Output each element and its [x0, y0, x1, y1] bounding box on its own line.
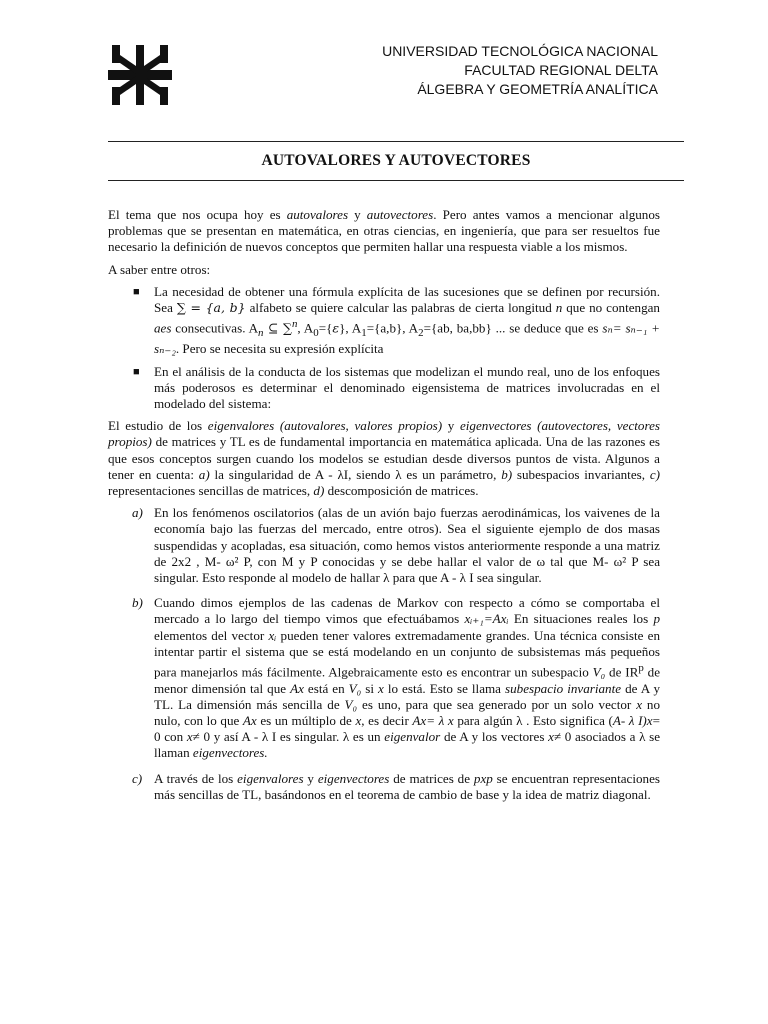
math-recurrence: sₙ= sₙ₋₁ + sₙ₋₂: [154, 320, 660, 357]
math: V₀: [348, 680, 362, 696]
item-label: b): [132, 595, 143, 611]
math-sub: n: [258, 327, 264, 340]
list-item: [108, 364, 660, 413]
intro-paragraph: [108, 207, 660, 256]
text: si: [361, 680, 379, 696]
item-label: a): [132, 505, 143, 521]
term-eigenvectores: eigenvectores: [317, 770, 390, 786]
text: Cuando dimos ejemplos de las cadenas de Markov con respecto a cómo se comportaba el mercado a lo largo del tiempo vimos que efectuábamos: [154, 595, 660, 627]
header-course: ÁLGEBRA Y GEOMETRÍA ANALÍTICA: [417, 81, 658, 97]
text: descomposición de matrices.: [324, 483, 479, 499]
text: de menor dimensión tal que: [154, 664, 661, 696]
math: Ax= λ x: [412, 713, 454, 729]
text: ≠ 0 y así A - λ I es singular. λ es un: [192, 729, 385, 745]
enum-c: c): [649, 466, 660, 482]
text: se encuentran representaciones más sencillas de TL, basándonos en el teorema de cambio de base y la idea de matriz diagonal.: [154, 770, 661, 802]
square-bullet-icon: ■: [133, 365, 140, 378]
text: de A y los vectores: [440, 729, 549, 745]
math-n: n: [555, 300, 563, 316]
math-sup: n: [291, 318, 298, 331]
text: y: [348, 207, 367, 222]
math: pxp: [473, 770, 493, 786]
text: es uno, para que sea generado por un solo vector: [357, 696, 637, 712]
text: subespacios invariantes,: [512, 466, 650, 482]
math-sup: p: [638, 662, 644, 675]
math-epsilon: ε: [332, 320, 340, 336]
text: la singularidad de A - λI, siendo λ es un parámetro,: [209, 466, 502, 482]
header-university: UNIVERSIDAD TECNOLÓGICA NACIONAL: [382, 43, 658, 59]
math: Ax: [242, 713, 257, 729]
math: x: [355, 713, 362, 729]
math: Ax: [290, 680, 304, 696]
text: = 0 con: [154, 713, 660, 745]
text: para algún λ . Esto significa (: [453, 713, 613, 729]
enum-d: d): [313, 483, 325, 499]
document-body: [108, 207, 660, 812]
text: En el análisis de la conducta de los sistemas que modelizan el mundo real, uno de los enfoques más poderosos es determinar el denominado eigensistema de matrices involucradas en el modelado del sistema:: [154, 363, 660, 411]
text: , A: [297, 320, 314, 336]
estudio-paragraph: [108, 418, 660, 499]
text: A través de los: [154, 770, 238, 786]
text: no nulo, con lo que: [154, 696, 661, 729]
text: ={: [318, 320, 333, 336]
item-label: c): [132, 770, 143, 786]
math-alphabet: ∑ = {a, b}: [176, 300, 246, 316]
text: En los fenómenos oscilatorios (alas de un avión bajo fuerzas aerodinámicas, los vaivenes de la economía bajo las fuerzas del mercado, entre otros). Sea el siguiente ejemplo de dos masas suspendidas y acopladas, esa situación, como hemos vistos anteriormente responde a una matriz de 2x2 , M- ω² P, con M y P conocidas y se debe hallar el valor de ω tal que M- ω² P sea singular. Esto responde al modelo de hallar λ para que A - λ I sea singular.: [154, 505, 660, 586]
text: es un múltiplo de: [256, 713, 356, 729]
text: de matrices y TL es de fundamental importancia en matemática aplicada. Una de las razones es que esos conceptos surgen cuando los modelos se estudian desde diversos puntos de vista. Algunos a tener en cuenta:: [108, 434, 660, 482]
term-autovalores: autovalores: [286, 207, 349, 222]
bullet-list: [108, 284, 660, 412]
text: }, A: [339, 320, 362, 336]
text: consecutivas. A: [171, 320, 259, 336]
math: xᵢ: [268, 627, 277, 643]
list-item: [108, 595, 660, 761]
term-eigenvalor: eigenvalor: [384, 729, 441, 745]
math-sub: 2: [418, 327, 424, 340]
list-item: [108, 505, 660, 586]
math: x: [378, 680, 384, 696]
text: El estudio de los: [108, 418, 208, 434]
math-aes: aes: [154, 320, 172, 336]
institution-header: [382, 42, 658, 99]
math: x: [636, 696, 642, 712]
math-sub: 0: [313, 327, 319, 340]
text: que no contengan: [562, 300, 660, 316]
enum-a: a): [198, 466, 210, 482]
square-bullet-icon: ■: [133, 285, 140, 298]
term-eigenvectores: eigenvectores (autovectores, vectores propios): [108, 418, 660, 450]
text: representaciones sencillas de matrices,: [108, 483, 314, 499]
enum-b: b): [501, 466, 513, 482]
term-eigenvalores: eigenvalores (autovalores, valores propios): [207, 418, 443, 434]
text: está en: [303, 680, 349, 696]
saber-line: A saber entre otros:: [108, 261, 211, 277]
term-eigenvalores: eigenvalores: [237, 770, 304, 786]
term-subespacio-invariante: subespacio invariante: [505, 680, 622, 696]
text: lo está. Esto se llama: [383, 680, 506, 696]
text: , es decir: [361, 713, 413, 729]
text: alfabeto se quiere calcular las palabras de cierta longitud: [245, 300, 556, 316]
title-rule-bottom: [108, 180, 684, 181]
math: A- λ I)x: [612, 713, 653, 729]
text: pueden tener valores extremadamente grandes. Una técnica consiste en intentar partir el sistema que se está modelando en un conjunto de subsistemas más pequeños para manejarlos más fácilmente. Algebraicamente esto es encontrar un subespacio: [154, 627, 661, 680]
math: x: [186, 729, 193, 745]
math: V₀: [344, 696, 358, 712]
math: V₀: [592, 664, 606, 680]
utn-logo-icon: [108, 44, 172, 106]
text: El tema que nos ocupa hoy es: [108, 207, 287, 222]
list-item: [108, 284, 660, 358]
text: de A y TL. La dimensión más sencilla de: [154, 680, 661, 712]
text: y: [303, 770, 318, 786]
term-autovectores: autovectores: [366, 207, 434, 222]
header-faculty: FACULTAD REGIONAL DELTA: [464, 62, 658, 78]
math-sub: 1: [361, 327, 367, 340]
text: y: [442, 418, 460, 434]
math: x: [548, 729, 554, 745]
text: . Pero antes vamos a mencionar algunos problemas que se presentan en matemática, en otras ciencias, en ingeniería, que para ser resueltos fue necesario la definición de nuevos conceptos que permiten hallar una respuesta viable a los mismos.: [108, 207, 660, 255]
lettered-list: [108, 505, 660, 803]
math: p: [653, 611, 660, 627]
text: ={a,b}, A: [366, 320, 419, 336]
list-item: [108, 771, 660, 803]
text: elementos del vector: [154, 627, 269, 643]
document-title: AUTOVALORES Y AUTOVECTORES: [261, 152, 531, 169]
text: ={ab, ba,bb} ... se deduce que es: [423, 320, 603, 336]
math: xᵢ₊₁=Axᵢ: [464, 611, 509, 627]
title-rule-top: [108, 141, 684, 142]
term-eigenvectores: eigenvectores.: [192, 745, 268, 761]
text: de matrices de: [389, 770, 474, 786]
text: ≠ 0 asociados a λ se llaman: [154, 729, 661, 761]
text: de IR: [605, 664, 639, 680]
text: En situaciones reales los: [508, 611, 654, 627]
text: La necesidad de obtener una fórmula explícita de las sucesiones que se definen por recursión. Sea: [154, 283, 660, 316]
text: . Pero se necesita su expresión explícita: [175, 341, 384, 357]
math-subset: ⊆ ∑: [263, 320, 292, 336]
